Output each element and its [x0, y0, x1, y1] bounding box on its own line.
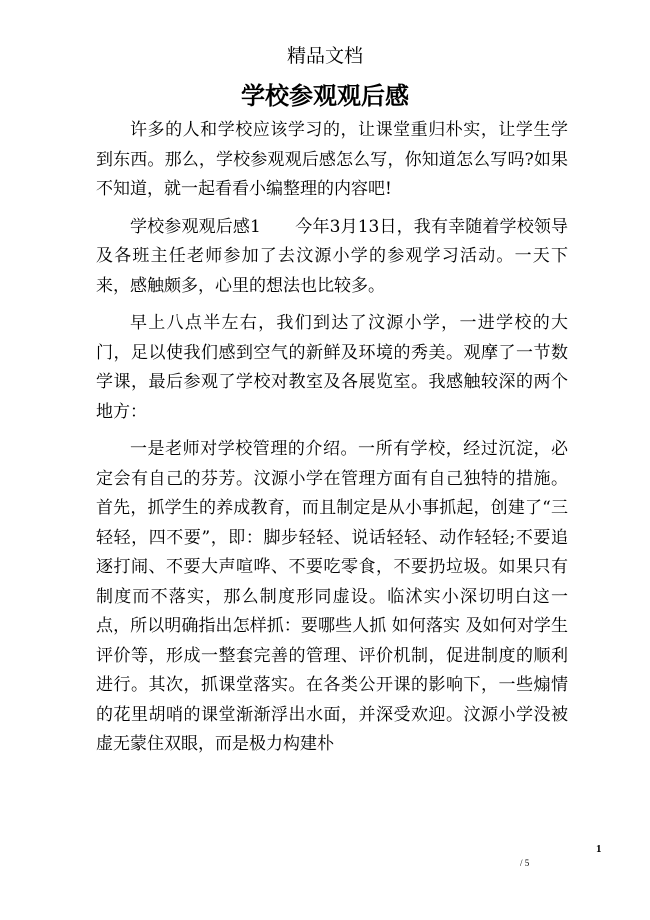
paragraph-1: 学校参观观后感1 今年3月13日，我有幸随着学校领导及各班主任老师参加了去汶源小学的参观学习活动。一天下来，感触颇多，心里的想法也比较多。	[96, 216, 568, 296]
paragraph-intro: 许多的人和学校应该学习的，让课堂重归朴实，让学生学到东西。那么，学校参观观后感怎么写，你知道怎么写吗?如果不知道，就一起看看小编整理的内容吧!	[96, 120, 568, 199]
page-header: 精品文档	[286, 45, 363, 67]
page-total: / 5	[520, 858, 530, 868]
document-title: 学校参观观后感	[241, 82, 409, 110]
page-number: 1	[596, 843, 602, 855]
paragraph-2: 早上八点半左右，我们到达了汶源小学，一进学校的大门，足以使我们感到空气的新鲜及环境的秀美。观摩了一节数学课，最后参观了学校对教室及各展览室。我感触较深的两个地方：	[96, 313, 568, 422]
document-body	[96, 116, 568, 768]
paragraph-3: 一是老师对学校管理的介绍。一所有学校，经过沉淀，必定会有自己的芬芳。汶源小学在管理方面有自己独特的措施。首先，抓学生的养成教育，而且制定是从小事抓起，创建了“三轻轻，四不要”，即：脚步轻轻、说话轻轻、动作轻轻;不要追逐打闹、不要大声喧哗、不要吃零食，不要扔垃圾。如果只有制度而不落实，那么制度形同虚设。临沭实小深切明白这一点，所以明确指出怎样抓：要哪些人抓 如何落实 及如何对学生评价等，形成一整套完善的管理、评价机制，促进制度的顺利进行。其次，抓课堂落实。在各类公开课的影响下，一些煽情的花里胡哨的课堂渐渐浮出水面，并深受欢迎。汶源小学没被虚无蒙住双眼，而是极力构建朴	[96, 439, 568, 754]
